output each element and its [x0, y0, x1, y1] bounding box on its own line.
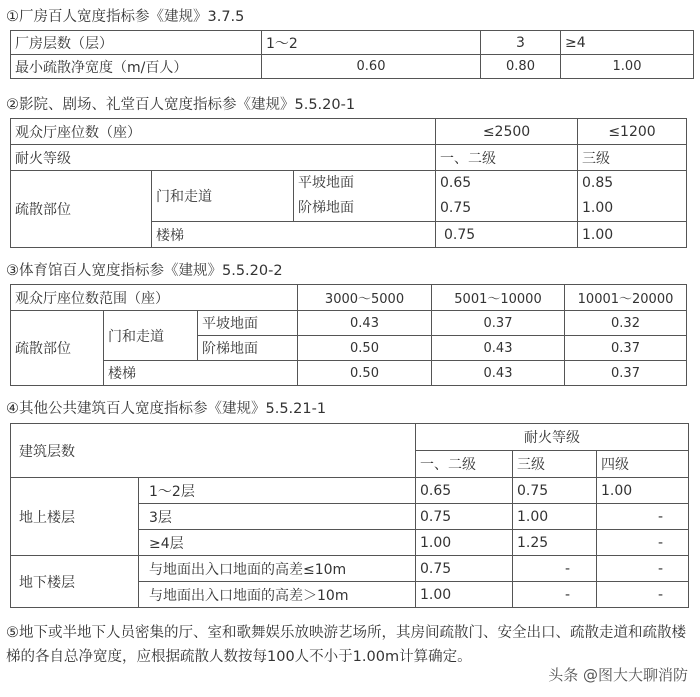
- public-row-1-2-g12: 0.65: [416, 478, 513, 504]
- gym-step-r2: 0.43: [432, 336, 565, 361]
- theater-step-grade-1-2: 0.75: [440, 200, 472, 216]
- gym-flat-r1: 0.43: [298, 311, 432, 336]
- factory-width-1-2: 0.60: [262, 55, 481, 79]
- public-row-ug-high-label: 与地面出入口地面的高差＞10m: [139, 582, 416, 608]
- gym-stairs-r1: 0.50: [298, 361, 432, 386]
- factory-floors-4plus: ≥4: [561, 31, 694, 55]
- public-row-ug-low-label: 与地面出入口地面的高差≤10m: [139, 556, 416, 582]
- public-row-4plus-g12: 1.00: [416, 530, 513, 556]
- gym-door-label: 门和走道: [104, 311, 198, 361]
- gym-flat-r3: 0.32: [565, 311, 687, 336]
- factory-width-table: [10, 30, 694, 79]
- theater-step-floor-label: 阶梯地面: [298, 200, 354, 216]
- section-2-title: ②影院、剧场、礼堂百人宽度指标参《建规》5.5.20-1: [6, 97, 356, 113]
- theater-fire-grade-1-2: 一、二级: [436, 145, 578, 171]
- factory-floors-3: 3: [481, 31, 561, 55]
- theater-stairs-grade-1-2: 0.75: [436, 222, 578, 248]
- public-row-4plus-label: ≥4层: [139, 530, 416, 556]
- gym-step-r3: 0.37: [565, 336, 687, 361]
- theater-flat-floor-label: 平坡地面: [298, 175, 354, 191]
- theater-flat-grade-3: 0.85: [582, 175, 614, 191]
- factory-width-3: 0.80: [481, 55, 561, 79]
- theater-seats-1200: ≤1200: [578, 119, 687, 145]
- public-row-4plus-g4: -: [597, 530, 689, 556]
- theater-width-table: [10, 118, 687, 248]
- theater-evac-label: 疏散部位: [11, 171, 152, 248]
- gym-width-table: [10, 284, 687, 386]
- public-row-3-g12: 0.75: [416, 504, 513, 530]
- theater-floor-types: [294, 171, 436, 222]
- theater-seats-label: 观众厅座位数（座）: [11, 119, 436, 145]
- factory-floors-label: 厂房层数（层）: [11, 31, 262, 55]
- gym-seat-range-label: 观众厅座位数范围（座）: [11, 285, 298, 311]
- theater-door-label: 门和走道: [152, 171, 294, 222]
- factory-width-4plus: 1.00: [561, 55, 694, 79]
- gym-range-3000-5000: 3000～5000: [298, 285, 432, 311]
- public-row-3-g4: -: [597, 504, 689, 530]
- public-building-width-table: [10, 423, 689, 608]
- section-1-title: ①厂房百人宽度指标参《建规》3.7.5: [6, 9, 245, 25]
- theater-step-grade-3: 1.00: [582, 200, 614, 216]
- gym-evac-label: 疏散部位: [11, 311, 104, 386]
- public-row-3-label: 3层: [139, 504, 416, 530]
- public-fire-grade-4: 四级: [597, 451, 689, 478]
- public-row-3-g3: 1.00: [513, 504, 597, 530]
- gym-flat-floor-label: 平坡地面: [198, 311, 298, 336]
- gym-step-floor-label: 阶梯地面: [198, 336, 298, 361]
- public-floors-label: 建筑层数: [11, 424, 416, 478]
- public-fire-grade-3: 三级: [513, 451, 597, 478]
- public-row-ug-low-g4: -: [597, 556, 689, 582]
- public-row-ug-high-g4: -: [597, 582, 689, 608]
- public-underground-label: 地下楼层: [11, 556, 139, 608]
- section-5-paragraph: ⑤地下或半地下人员密集的厅、室和歌舞娱乐放映游艺场所，其房间疏散门、安全出口、疏散走道和疏散楼梯的各自总净宽度，应根据疏散人数按每100人不小于1.00m计算确定。: [6, 625, 686, 665]
- gym-stairs-label: 楼梯: [104, 361, 298, 386]
- theater-flat-grade-1-2: 0.65: [440, 175, 472, 191]
- public-row-ug-high-g3: -: [513, 582, 597, 608]
- section-3-title: ③体育馆百人宽度指标参《建规》5.5.20-2: [6, 263, 283, 279]
- public-row-1-2-g4: 1.00: [597, 478, 689, 504]
- public-row-1-2-g3: 0.75: [513, 478, 597, 504]
- public-row-ug-low-g12: 0.75: [416, 556, 513, 582]
- gym-stairs-r3: 0.37: [565, 361, 687, 386]
- theater-grade-1-2-door-values: [436, 171, 578, 222]
- gym-flat-r2: 0.37: [432, 311, 565, 336]
- public-row-4plus-g3: 1.25: [513, 530, 597, 556]
- gym-step-r1: 0.50: [298, 336, 432, 361]
- factory-min-width-label: 最小疏散净宽度（m/百人）: [11, 55, 262, 79]
- section-4-title: ④其他公共建筑百人宽度指标参《建规》5.5.21-1: [6, 401, 327, 417]
- public-fire-rating-label: 耐火等级: [416, 424, 689, 451]
- public-row-1-2-label: 1～2层: [139, 478, 416, 504]
- public-row-ug-high-g12: 1.00: [416, 582, 513, 608]
- public-fire-grade-1-2: 一、二级: [416, 451, 513, 478]
- public-row-ug-low-g3: -: [513, 556, 597, 582]
- gym-stairs-r2: 0.43: [432, 361, 565, 386]
- theater-fire-rating-label: 耐火等级: [11, 145, 436, 171]
- theater-fire-grade-3: 三级: [578, 145, 687, 171]
- watermark: 头条 @图大大聊消防: [548, 666, 688, 684]
- factory-floors-1-2: 1～2: [262, 31, 481, 55]
- public-above-ground-label: 地上楼层: [11, 478, 139, 556]
- theater-stairs-grade-3: 1.00: [578, 222, 687, 248]
- theater-stairs-label: 楼梯: [152, 222, 436, 248]
- gym-range-5001-10000: 5001～10000: [432, 285, 565, 311]
- theater-grade-3-door-values: [578, 171, 687, 222]
- theater-seats-2500: ≤2500: [436, 119, 578, 145]
- gym-range-10001-20000: 10001～20000: [565, 285, 687, 311]
